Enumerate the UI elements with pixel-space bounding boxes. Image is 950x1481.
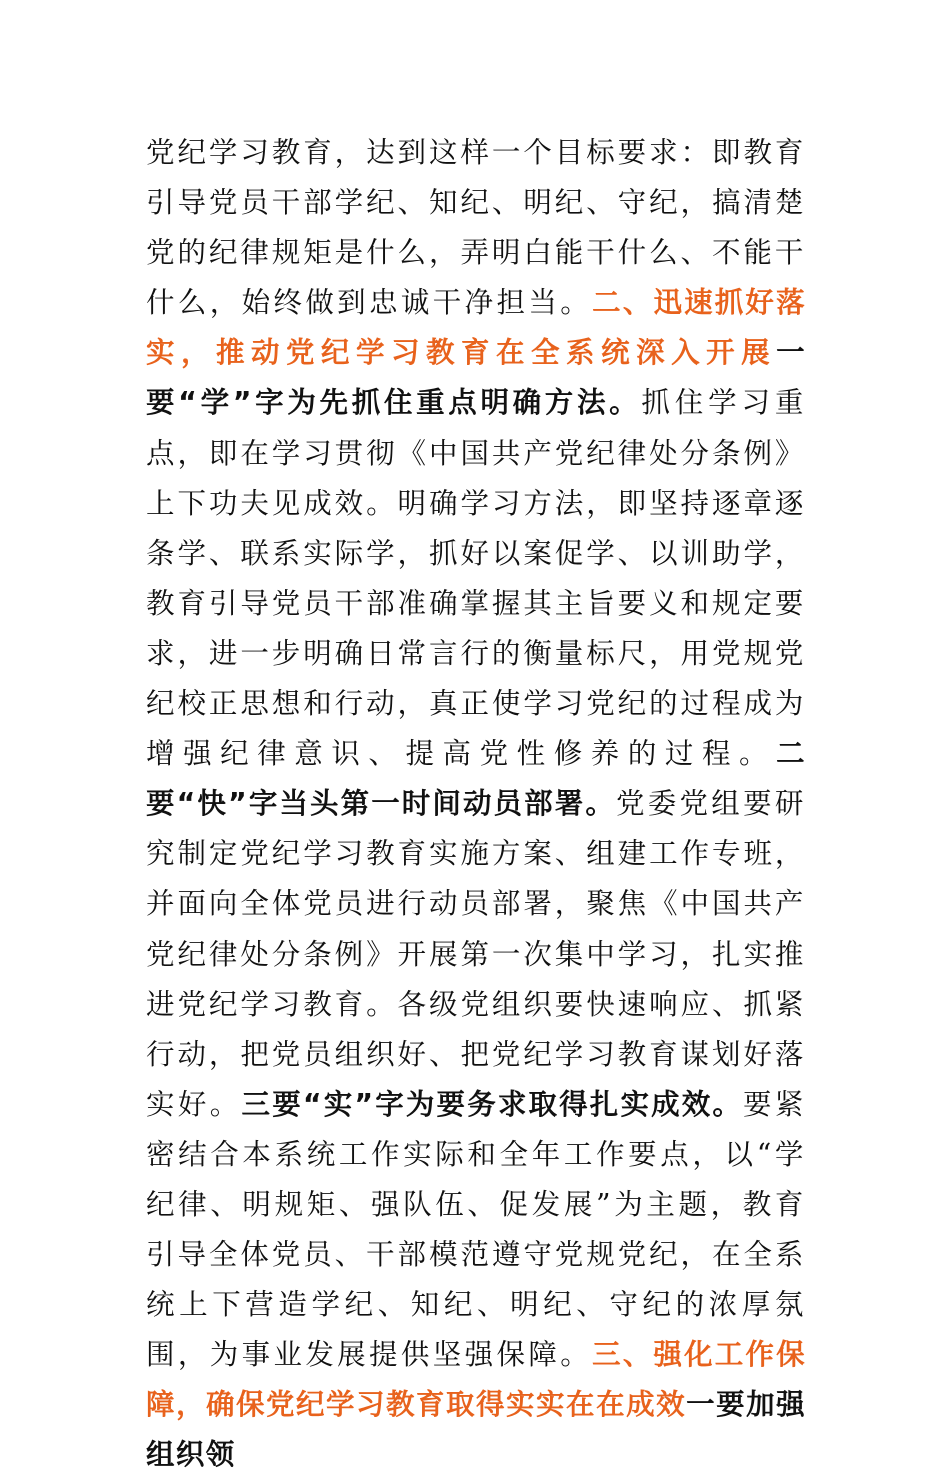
text-run-learn: 抓住学习重点，即在学习贯彻《中国共产党纪律处分条例》上下功夫见成效。明确学习方法，即坚持逐章逐条学、联系实际学，抓好以案促学、以训助学，教育引导党员干部准确掌握其主旨要义和规定要求，进一步明确日常言行的衡量标尺，用党规党纪校正思想和行动，真正使学习党纪的过程成为增强纪律意识、提高党性修养的过程。 bbox=[146, 386, 806, 771]
text-run-fast: 党委党组要研究制定党纪学习教育实施方案、组建工作专班，并面向全体党员进行动员部署，聚焦《中国共产党纪律处分条例》开展第一次集中学习，扎实推进党纪学习教育。各级党组织要快速响应、抓紧行动，把党员组织好、把党纪学习教育谋划好落实好。 bbox=[146, 787, 806, 1121]
body-paragraph bbox=[146, 128, 806, 1481]
text-run-solid: 要紧密结合本系统工作实际和全年工作要点，以“学纪律、明规矩、强队伍、促发展”为主题，教育引导全体党员、干部模范遵守党规党纪，在全系统上下营造学纪、知纪、明纪、守纪的浓厚氛围，为事业发展提供坚强保障。 bbox=[146, 1087, 806, 1372]
text-run-intro: 党纪学习教育，达到这样一个目标要求：即教育引导党员干部学纪、知纪、明纪、守纪，搞清楚党的纪律规矩是什么，弄明白能干什么、不能干什么，始终做到忠诚干净担当。 bbox=[146, 136, 806, 320]
section-heading-3: 三、强化工作保障，确保党纪学习教育取得实实在在成效 bbox=[146, 1338, 806, 1422]
subheading-organize: 一要加强组织领 bbox=[146, 1388, 806, 1472]
section-heading-2: 二、迅速抓好落实，推动党纪学习教育在全系统深入开展 bbox=[146, 286, 806, 370]
subheading-fast: 二要“快”字当头第一时间动员部署。 bbox=[146, 737, 806, 821]
subheading-learn: 一要“学”字为先抓住重点明确方法。 bbox=[146, 336, 806, 420]
subheading-solid: 三要“实”字为要务求取得扎实成效。 bbox=[241, 1087, 744, 1121]
